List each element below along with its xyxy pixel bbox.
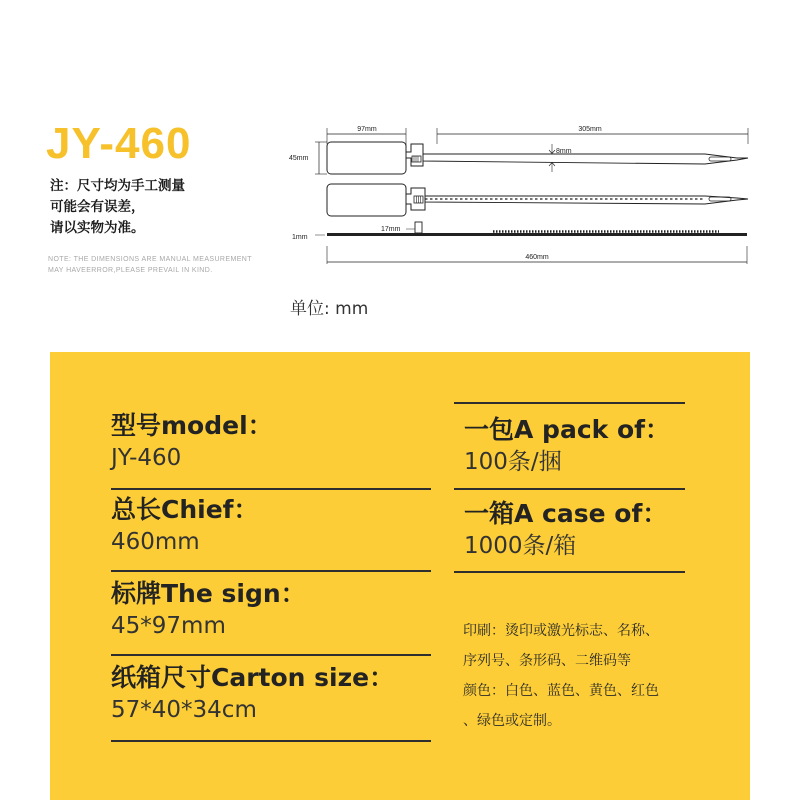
dim-label-1: 1mm	[292, 234, 308, 241]
divider	[111, 740, 431, 742]
note-cn-line: 请以实物为准。	[50, 220, 145, 236]
spec-pack-label: 一包A pack of：	[464, 415, 671, 444]
note-en-line: MAY HAVEERROR,PLEASE PREVAIL IN KIND.	[48, 267, 213, 274]
spec-model	[111, 410, 433, 474]
seal-tag-dimension-diagram	[285, 118, 755, 266]
dim-label-305: 305mm	[578, 126, 602, 133]
note-cn-line: 注：尺寸均为手工测量	[50, 178, 185, 194]
dim-label-17: 17mm	[381, 226, 401, 233]
divider	[111, 488, 431, 490]
unit-label: 单位: mm	[290, 299, 369, 319]
spec-sign-label: 标牌The sign：	[111, 579, 306, 608]
print-color-remarks	[463, 616, 659, 736]
spec-pack	[464, 414, 696, 478]
spec-model-value: JY-460	[111, 445, 182, 471]
spec-carton	[111, 662, 433, 726]
spec-case-value: 1000条/箱	[464, 533, 577, 559]
remark-line: 印刷：烫印或激光标志、名称、	[463, 623, 659, 639]
divider	[111, 570, 431, 572]
measurement-note-cn	[50, 176, 185, 239]
spec-length-label: 总长Chief：	[111, 495, 259, 524]
seal-tag-bottom	[327, 184, 748, 216]
spec-sign	[111, 578, 433, 642]
spec-carton-label: 纸箱尺寸Carton size：	[111, 663, 395, 692]
note-cn-line: 可能会有误差，	[50, 199, 145, 215]
dim-label-45: 45mm	[289, 155, 309, 162]
measurement-note-en	[48, 254, 252, 276]
divider	[454, 488, 685, 490]
dim-label-97: 97mm	[357, 126, 377, 133]
seal-tag-top	[327, 142, 748, 174]
dim-label-8: 8mm	[556, 148, 572, 155]
model-title: JY-460	[46, 119, 192, 168]
remark-line: 序列号、条形码、二维码等	[463, 653, 631, 669]
spec-carton-value: 57*40*34cm	[111, 697, 257, 723]
spec-length-value: 460mm	[111, 529, 200, 555]
spec-case	[464, 498, 696, 562]
note-en-line: NOTE: THE DIMENSIONS ARE MANUAL MEASUREMENT	[48, 256, 252, 263]
spec-length	[111, 494, 433, 558]
divider	[454, 571, 685, 573]
dim-label-460: 460mm	[525, 254, 549, 261]
remark-line: 、绿色或定制。	[463, 713, 561, 729]
spec-case-label: 一箱A case of：	[464, 499, 668, 528]
spec-pack-value: 100条/捆	[464, 449, 562, 475]
divider	[454, 402, 685, 404]
divider	[111, 654, 431, 656]
spec-sign-value: 45*97mm	[111, 613, 226, 639]
remark-line: 颜色：白色、蓝色、黄色、红色	[463, 683, 659, 699]
spec-panel	[50, 352, 750, 800]
spec-model-label: 型号model：	[111, 411, 273, 440]
